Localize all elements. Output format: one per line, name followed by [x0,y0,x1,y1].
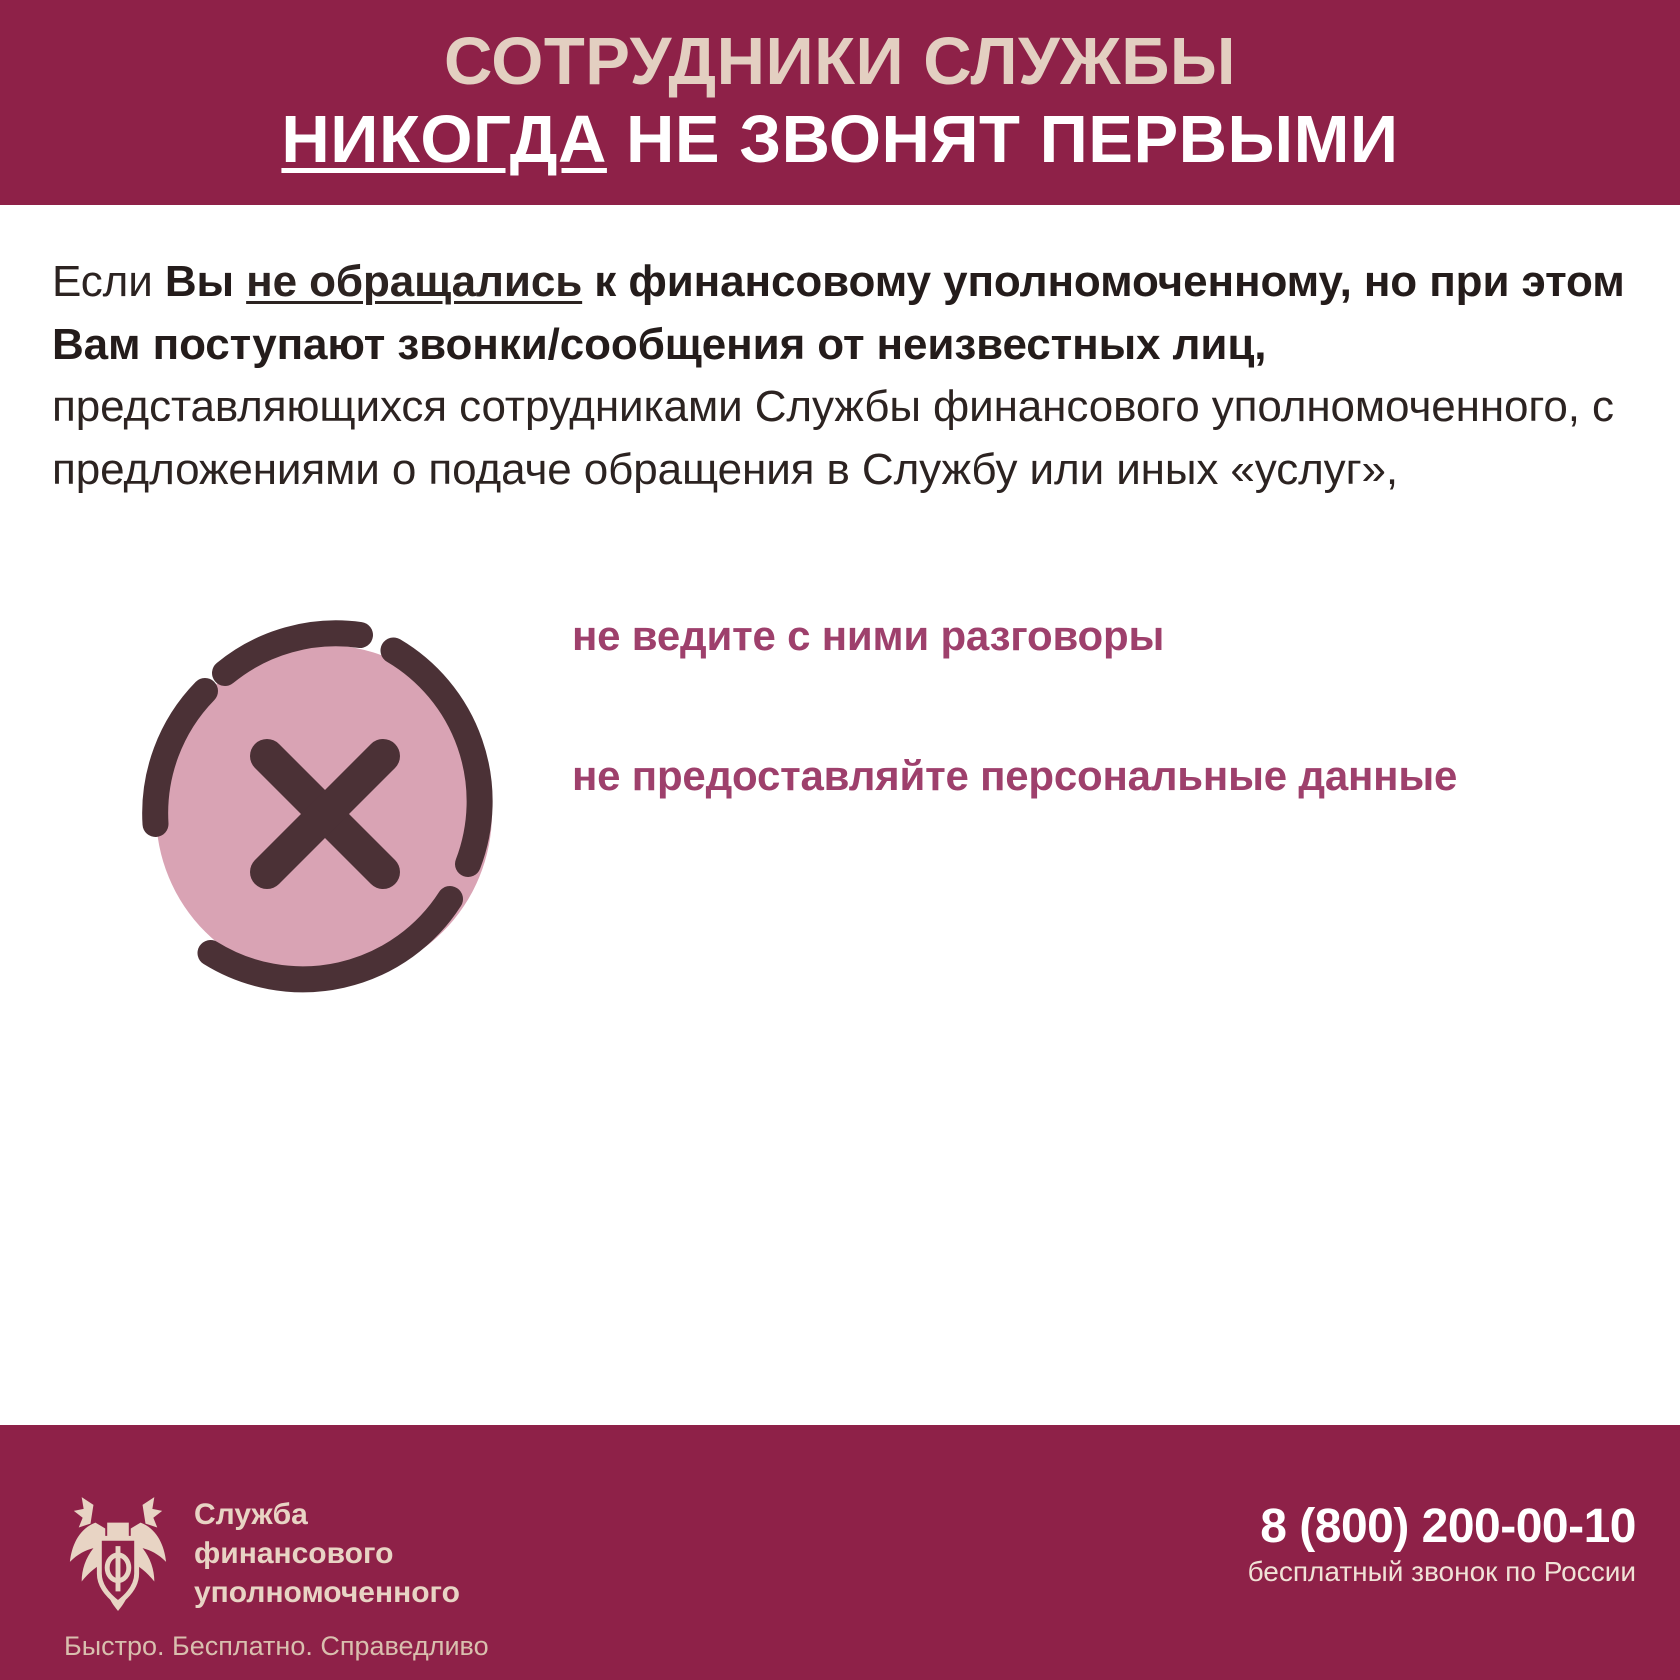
organization-line-1: Служба [194,1497,308,1531]
brand-block [64,1485,460,1621]
advice-item-2: не предоставляйте персональные данные [572,752,1458,799]
organization-name [194,1485,460,1612]
header-title-line1: СОТРУДНИКИ СЛУЖБЫ [444,24,1236,99]
phone-note: бесплатный звонок по России [1247,1556,1636,1587]
paragraph-part-5: представляющихся сотрудниками Службы финансового уполномоченного, с предложениями о подаче обращения в Службу или иных «услуг», [52,382,1614,494]
icon-container [52,573,572,1021]
header-title-rest: НЕ ЗВОНЯТ ПЕРВЫМИ [606,101,1399,177]
advice-item-1: не ведите с ними разговоры [572,612,1165,660]
header-title-emphasis: НИКОГДА [281,101,607,177]
organization-line-2: финансового [194,1536,394,1570]
advice-list [572,573,1628,803]
header-title-line2 [40,101,1640,177]
paragraph-part-3-underlined: не обращались [246,257,583,307]
paragraph-part-4: к финансовому уполномоченному, но при этом Вам поступают звонки/сообщения от неизвестных лиц, [52,257,1625,369]
double-headed-eagle-emblem [64,1489,172,1621]
tagline: Быстро. Бесплатно. Справедливо [64,1631,489,1661]
paragraph-part-2: Вы [164,257,247,307]
contact-block [1248,1499,1636,1606]
content-area [0,205,1680,1425]
paragraph-part-1: Если [52,257,165,307]
prohibition-cross-icon [92,581,532,1021]
organization-line-3: уполномоченного [194,1575,460,1609]
header-banner [0,0,1680,205]
advice-block [52,573,1628,1021]
footer-bar [0,1425,1680,1680]
main-paragraph [52,251,1628,501]
phone-number[interactable]: 8 (800) 200-00-10 [1260,1500,1636,1553]
